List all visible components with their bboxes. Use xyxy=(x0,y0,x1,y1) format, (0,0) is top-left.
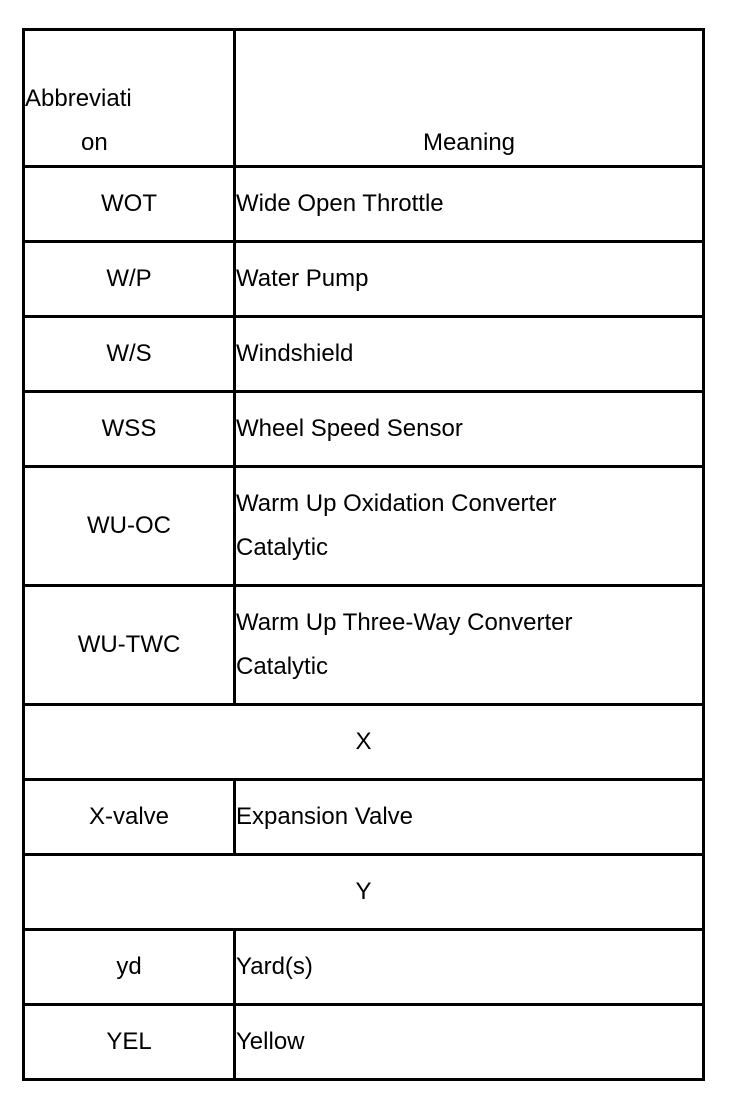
abbreviation-cell: WOT xyxy=(24,167,235,242)
section-header-x xyxy=(24,705,704,780)
section-letter-y: Y xyxy=(24,855,704,930)
meaning-cell: Wide Open Throttle xyxy=(235,167,704,242)
table-row xyxy=(24,467,704,586)
meaning-line: Catalytic xyxy=(236,534,329,561)
meaning-cell: Windshield xyxy=(235,317,704,392)
abbreviation-table xyxy=(22,28,705,1081)
table-header-row xyxy=(24,30,704,167)
meaning-cell xyxy=(235,467,704,586)
abbreviation-cell: WU-OC xyxy=(24,467,235,586)
abbreviation-cell: yd xyxy=(24,930,235,1005)
table-row xyxy=(24,930,704,1005)
meaning-line: Catalytic xyxy=(236,653,329,680)
table-row xyxy=(24,242,704,317)
table-row xyxy=(24,1005,704,1080)
table-row xyxy=(24,392,704,467)
abbreviation-cell: WU-TWC xyxy=(24,586,235,705)
abbreviation-cell: YEL xyxy=(24,1005,235,1080)
column-header-meaning: Meaning xyxy=(235,30,704,167)
abbreviation-cell: WSS xyxy=(24,392,235,467)
column-header-abbreviation-line2: on xyxy=(81,129,108,156)
meaning-cell: Wheel Speed Sensor xyxy=(235,392,704,467)
column-header-abbreviation xyxy=(24,30,235,167)
abbreviation-cell: W/P xyxy=(24,242,235,317)
section-letter-x: X xyxy=(24,705,704,780)
table-row xyxy=(24,167,704,242)
column-header-abbreviation-line1: Abbreviati xyxy=(25,85,132,112)
table-row xyxy=(24,780,704,855)
meaning-cell xyxy=(235,586,704,705)
abbreviation-cell: W/S xyxy=(24,317,235,392)
table-row xyxy=(24,317,704,392)
section-header-y xyxy=(24,855,704,930)
meaning-line: Warm Up Oxidation Converter xyxy=(236,490,557,517)
meaning-cell: Yard(s) xyxy=(235,930,704,1005)
meaning-line: Warm Up Three-Way Converter xyxy=(236,609,573,636)
table-row xyxy=(24,586,704,705)
meaning-cell: Water Pump xyxy=(235,242,704,317)
meaning-cell: Expansion Valve xyxy=(235,780,704,855)
abbreviation-cell: X-valve xyxy=(24,780,235,855)
meaning-cell: Yellow xyxy=(235,1005,704,1080)
